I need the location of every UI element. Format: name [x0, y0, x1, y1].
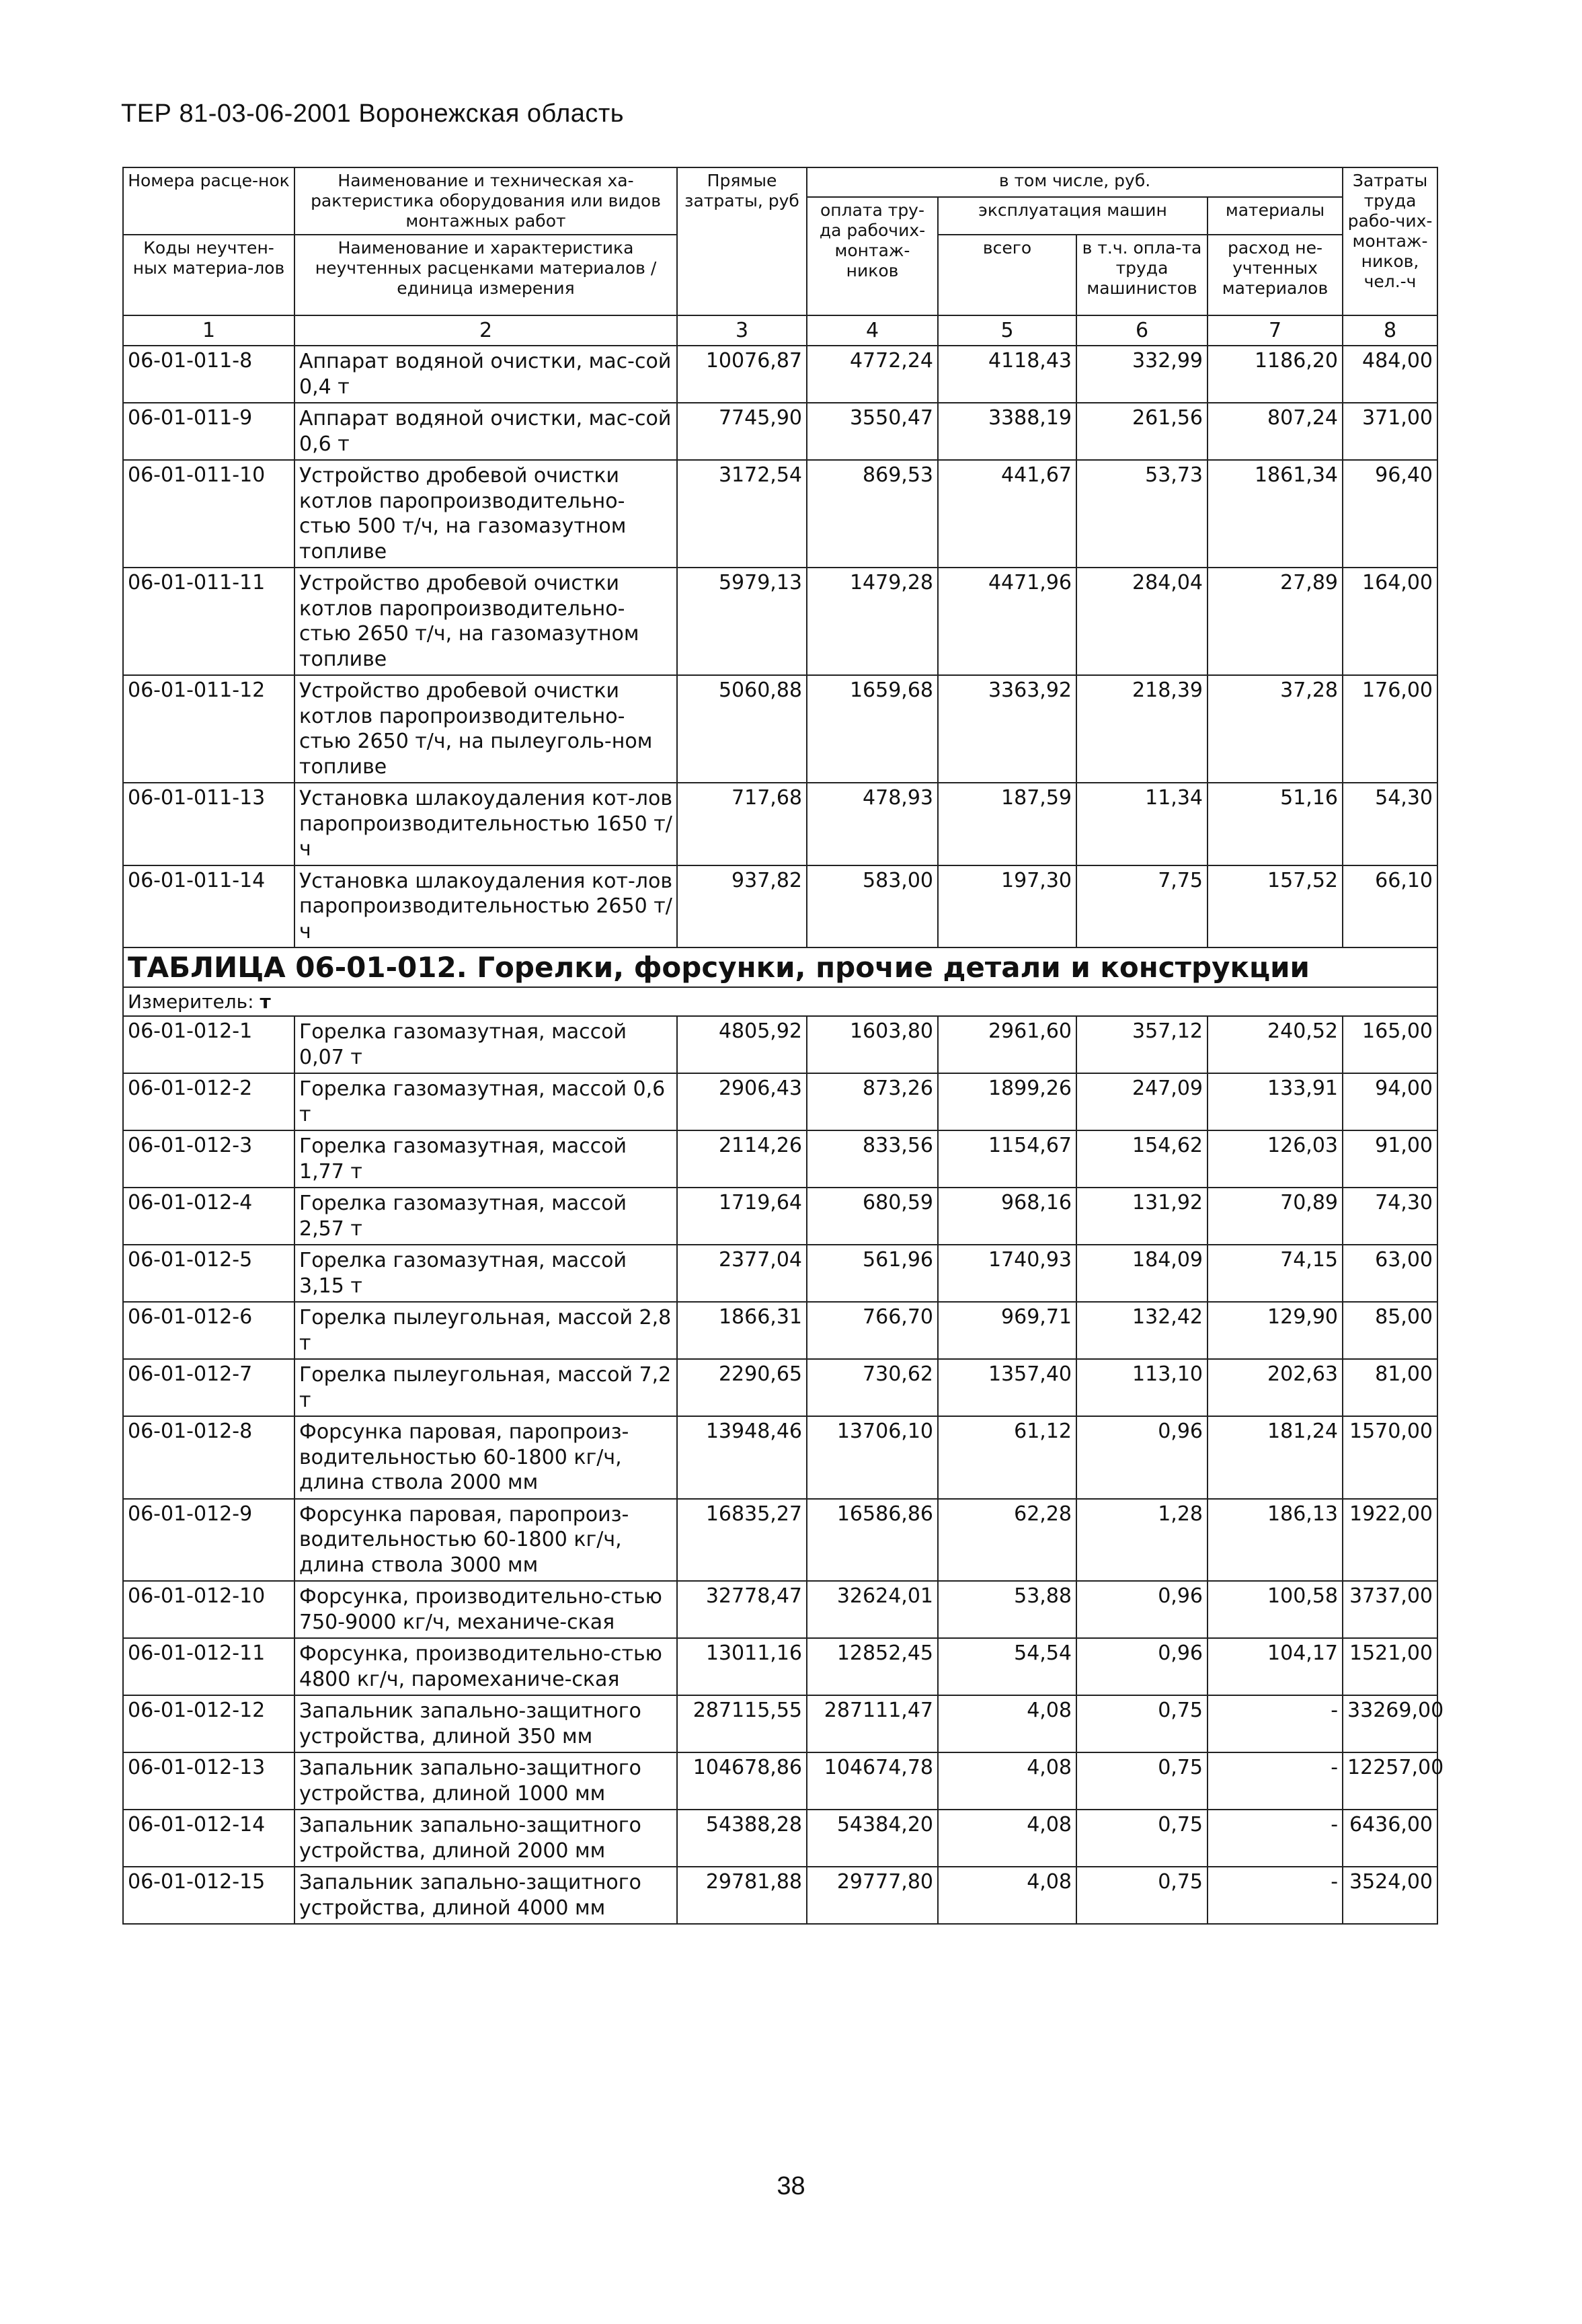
table-row — [123, 568, 1437, 675]
labor-pay-value: 583,00 — [807, 865, 938, 948]
labor-costs-value: 94,00 — [1343, 1073, 1437, 1130]
machinists-pay-value: 113,10 — [1076, 1359, 1208, 1416]
column-number: 6 — [1076, 315, 1208, 346]
direct-costs-value: 54388,28 — [677, 1810, 807, 1867]
labor-pay-value: 680,59 — [807, 1188, 938, 1245]
table-row — [123, 1073, 1437, 1130]
materials-value: - — [1208, 1752, 1343, 1810]
unit-label: Измеритель: — [128, 991, 254, 1013]
machinists-pay-value: 284,04 — [1076, 568, 1208, 675]
rate-code: 06-01-012-12 — [123, 1695, 294, 1752]
machinists-pay-value: 0,96 — [1076, 1581, 1208, 1638]
rate-name: Горелка пылеугольная, массой 7,2 т — [294, 1359, 677, 1416]
section-title: ТАБЛИЦА 06-01-012. Горелки, форсунки, прочие детали и конструкции — [123, 947, 1437, 987]
labor-pay-value: 873,26 — [807, 1073, 938, 1130]
direct-costs-value: 2906,43 — [677, 1073, 807, 1130]
header-labor-pay: оплата тру-да рабочих-монтаж-ников — [807, 197, 938, 315]
machines-total-value: 4,08 — [938, 1867, 1076, 1924]
labor-costs-value: 484,00 — [1343, 346, 1437, 403]
table-row — [123, 1810, 1437, 1867]
rate-name: Аппарат водяной очистки, мас-сой 0,4 т — [294, 346, 677, 403]
rate-code: 06-01-011-12 — [123, 675, 294, 783]
labor-costs-value: 164,00 — [1343, 568, 1437, 675]
rate-name: Аппарат водяной очистки, мас-сой 0,6 т — [294, 403, 677, 460]
machinists-pay-value: 332,99 — [1076, 346, 1208, 403]
labor-pay-value: 561,96 — [807, 1245, 938, 1302]
machinists-pay-value: 218,39 — [1076, 675, 1208, 783]
rate-name: Запальник запально-защитного устройства, длиной 2000 мм — [294, 1810, 677, 1867]
labor-costs-value: 74,30 — [1343, 1188, 1437, 1245]
rate-code: 06-01-012-2 — [123, 1073, 294, 1130]
header-materials: материалы — [1208, 197, 1343, 235]
labor-pay-value: 12852,45 — [807, 1638, 938, 1695]
labor-pay-value: 1659,68 — [807, 675, 938, 783]
rate-code: 06-01-011-13 — [123, 783, 294, 865]
rate-name: Форсунка, производительно-стью 750-9000 кг/ч, механиче-ская — [294, 1581, 677, 1638]
machinists-pay-value: 53,73 — [1076, 460, 1208, 568]
labor-pay-value: 1479,28 — [807, 568, 938, 675]
machinists-pay-value: 0,75 — [1076, 1752, 1208, 1810]
labor-pay-value: 287111,47 — [807, 1695, 938, 1752]
section-012-heading — [123, 947, 1437, 1016]
direct-costs-value: 5060,88 — [677, 675, 807, 783]
rate-code: 06-01-012-5 — [123, 1245, 294, 1302]
table-row — [123, 1638, 1437, 1695]
column-number: 7 — [1208, 315, 1343, 346]
rate-name: Горелка газомазутная, массой 1,77 т — [294, 1130, 677, 1188]
machines-total-value: 61,12 — [938, 1416, 1076, 1499]
labor-costs-value: 81,00 — [1343, 1359, 1437, 1416]
machinists-pay-value: 184,09 — [1076, 1245, 1208, 1302]
machinists-pay-value: 131,92 — [1076, 1188, 1208, 1245]
labor-costs-value: 176,00 — [1343, 675, 1437, 783]
direct-costs-value: 287115,55 — [677, 1695, 807, 1752]
direct-costs-value: 7745,90 — [677, 403, 807, 460]
labor-costs-value: 1922,00 — [1343, 1499, 1437, 1582]
labor-pay-value: 3550,47 — [807, 403, 938, 460]
table-row — [123, 346, 1437, 403]
table-row — [123, 865, 1437, 948]
table-row — [123, 1499, 1437, 1582]
labor-pay-value: 29777,80 — [807, 1867, 938, 1924]
materials-value: 807,24 — [1208, 403, 1343, 460]
rate-code: 06-01-012-7 — [123, 1359, 294, 1416]
table-row — [123, 1359, 1437, 1416]
materials-value: 181,24 — [1208, 1416, 1343, 1499]
rate-name: Запальник запально-защитного устройства, длиной 350 мм — [294, 1695, 677, 1752]
rate-code: 06-01-012-1 — [123, 1016, 294, 1073]
table-row — [123, 1302, 1437, 1359]
labor-pay-value: 478,93 — [807, 783, 938, 865]
table-row — [123, 1016, 1437, 1073]
rows-table-012 — [123, 1016, 1444, 1924]
rate-name: Устройство дробевой очистки котлов паропроизводительно-стью 500 т/ч, на газомазутном топливе — [294, 460, 677, 568]
direct-costs-value: 3172,54 — [677, 460, 807, 568]
header-materials-unaccounted: расход не-учтенных материалов — [1208, 235, 1343, 315]
labor-pay-value: 1603,80 — [807, 1016, 938, 1073]
rate-code: 06-01-011-8 — [123, 346, 294, 403]
machines-total-value: 3388,19 — [938, 403, 1076, 460]
labor-costs-value: 54,30 — [1343, 783, 1437, 865]
column-number: 5 — [938, 315, 1076, 346]
machinists-pay-value: 0,96 — [1076, 1416, 1208, 1499]
machinists-pay-value: 357,12 — [1076, 1016, 1208, 1073]
machinists-pay-value: 132,42 — [1076, 1302, 1208, 1359]
rate-code: 06-01-012-8 — [123, 1416, 294, 1499]
direct-costs-value: 13948,46 — [677, 1416, 807, 1499]
table-header — [123, 167, 1437, 315]
materials-value: 70,89 — [1208, 1188, 1343, 1245]
labor-costs-value: 371,00 — [1343, 403, 1437, 460]
rate-name: Горелка газомазутная, массой 0,07 т — [294, 1016, 677, 1073]
column-number: 8 — [1343, 315, 1437, 346]
materials-value: 129,90 — [1208, 1302, 1343, 1359]
labor-costs-value: 3524,00 — [1343, 1867, 1437, 1924]
document-title: ТЕР 81-03-06-2001 Воронежская область — [121, 100, 625, 128]
machinists-pay-value: 0,75 — [1076, 1695, 1208, 1752]
column-number: 3 — [677, 315, 807, 346]
materials-value: - — [1208, 1695, 1343, 1752]
machines-total-value: 4,08 — [938, 1810, 1076, 1867]
machines-total-value: 4118,43 — [938, 346, 1076, 403]
direct-costs-value: 1866,31 — [677, 1302, 807, 1359]
labor-pay-value: 32624,01 — [807, 1581, 938, 1638]
rate-name: Горелка газомазутная, массой 3,15 т — [294, 1245, 677, 1302]
rate-name: Установка шлакоудаления кот-лов паропроизводительностью 1650 т/ч — [294, 783, 677, 865]
labor-costs-value: 165,00 — [1343, 1016, 1437, 1073]
machines-total-value: 2961,60 — [938, 1016, 1076, 1073]
labor-costs-value: 3737,00 — [1343, 1581, 1437, 1638]
column-number: 4 — [807, 315, 938, 346]
direct-costs-value: 29781,88 — [677, 1867, 807, 1924]
direct-costs-value: 2114,26 — [677, 1130, 807, 1188]
machines-total-value: 1154,67 — [938, 1130, 1076, 1188]
header-codes: Номера расце-нок — [123, 167, 294, 235]
direct-costs-value: 937,82 — [677, 865, 807, 948]
machines-total-value: 54,54 — [938, 1638, 1076, 1695]
machinists-pay-value: 247,09 — [1076, 1073, 1208, 1130]
table-row — [123, 1188, 1437, 1245]
rate-name: Запальник запально-защитного устройства, длиной 4000 мм — [294, 1867, 677, 1924]
header-machinists-pay: в т.ч. опла-та труда машинистов — [1076, 235, 1208, 315]
materials-value: 186,13 — [1208, 1499, 1343, 1582]
rate-name: Форсунка, производительно-стью 4800 кг/ч, паромеханиче-ская — [294, 1638, 677, 1695]
labor-pay-value: 730,62 — [807, 1359, 938, 1416]
table-row — [123, 1416, 1437, 1499]
rate-code: 06-01-011-14 — [123, 865, 294, 948]
machinists-pay-value: 11,34 — [1076, 783, 1208, 865]
machinists-pay-value: 154,62 — [1076, 1130, 1208, 1188]
table-row — [123, 1867, 1437, 1924]
machines-total-value: 1740,93 — [938, 1245, 1076, 1302]
header-material-name: Наименование и характеристика неучтенных расценками материалов / единица измерения — [294, 235, 677, 315]
table-row — [123, 1581, 1437, 1638]
rate-code: 06-01-011-9 — [123, 403, 294, 460]
table-row — [123, 460, 1437, 568]
machinists-pay-value: 0,75 — [1076, 1867, 1208, 1924]
materials-value: 74,15 — [1208, 1245, 1343, 1302]
labor-costs-value: 96,40 — [1343, 460, 1437, 568]
materials-value: 240,52 — [1208, 1016, 1343, 1073]
materials-value: 157,52 — [1208, 865, 1343, 948]
labor-pay-value: 16586,86 — [807, 1499, 938, 1582]
labor-pay-value: 4772,24 — [807, 346, 938, 403]
header-material-codes: Коды неучтен-ных материа-лов — [123, 235, 294, 315]
direct-costs-value: 16835,27 — [677, 1499, 807, 1582]
materials-value: 1186,20 — [1208, 346, 1343, 403]
header-direct-costs: Прямые затраты, руб — [677, 167, 807, 315]
machines-total-value: 4471,96 — [938, 568, 1076, 675]
machines-total-value: 1899,26 — [938, 1073, 1076, 1130]
labor-costs-value: 1570,00 — [1343, 1416, 1437, 1499]
materials-value: 202,63 — [1208, 1359, 1343, 1416]
machines-total-value: 4,08 — [938, 1695, 1076, 1752]
header-machines-total: всего — [938, 235, 1076, 315]
rate-name: Устройство дробевой очистки котлов паропроизводительно-стью 2650 т/ч, на пылеуголь-ном топливе — [294, 675, 677, 783]
table-row — [123, 783, 1437, 865]
rate-code: 06-01-012-9 — [123, 1499, 294, 1582]
unit-line — [123, 987, 1437, 1016]
rate-code: 06-01-012-10 — [123, 1581, 294, 1638]
rows-table-011 — [123, 346, 1437, 947]
labor-pay-value: 869,53 — [807, 460, 938, 568]
direct-costs-value: 13011,16 — [677, 1638, 807, 1695]
direct-costs-value: 2290,65 — [677, 1359, 807, 1416]
labor-costs-value: 85,00 — [1343, 1302, 1437, 1359]
price-table — [122, 167, 1444, 1925]
machines-total-value: 62,28 — [938, 1499, 1076, 1582]
table-row — [123, 1752, 1437, 1810]
materials-value: 51,16 — [1208, 783, 1343, 865]
rate-code: 06-01-012-3 — [123, 1130, 294, 1188]
rate-code: 06-01-011-11 — [123, 568, 294, 675]
labor-costs-value: 6436,00 — [1343, 1810, 1437, 1867]
column-number: 1 — [123, 315, 294, 346]
rate-name: Горелка газомазутная, массой 0,6 т — [294, 1073, 677, 1130]
labor-pay-value: 13706,10 — [807, 1416, 938, 1499]
table-row — [123, 1695, 1437, 1752]
labor-costs-value: 1521,00 — [1343, 1638, 1437, 1695]
rate-code: 06-01-012-15 — [123, 1867, 294, 1924]
rate-name: Запальник запально-защитного устройства, длиной 1000 мм — [294, 1752, 677, 1810]
page-number: 38 — [777, 2172, 805, 2200]
materials-value: - — [1208, 1810, 1343, 1867]
materials-value: 133,91 — [1208, 1073, 1343, 1130]
materials-value: 100,58 — [1208, 1581, 1343, 1638]
machines-total-value: 441,67 — [938, 460, 1076, 568]
machines-total-value: 187,59 — [938, 783, 1076, 865]
table-row — [123, 1130, 1437, 1188]
labor-costs-value: 63,00 — [1343, 1245, 1437, 1302]
labor-pay-value: 766,70 — [807, 1302, 938, 1359]
rate-name: Устройство дробевой очистки котлов паропроизводительно-стью 2650 т/ч, на газомазутном топливе — [294, 568, 677, 675]
rate-code: 06-01-012-6 — [123, 1302, 294, 1359]
machinists-pay-value: 7,75 — [1076, 865, 1208, 948]
column-number: 2 — [294, 315, 677, 346]
table-row — [123, 1245, 1437, 1302]
direct-costs-value: 104678,86 — [677, 1752, 807, 1810]
column-numbers-row — [123, 315, 1437, 346]
direct-costs-value: 4805,92 — [677, 1016, 807, 1073]
labor-pay-value: 54384,20 — [807, 1810, 938, 1867]
machines-total-value: 3363,92 — [938, 675, 1076, 783]
rate-name: Горелка пылеугольная, массой 2,8 т — [294, 1302, 677, 1359]
direct-costs-value: 10076,87 — [677, 346, 807, 403]
materials-value: - — [1208, 1867, 1343, 1924]
direct-costs-value: 717,68 — [677, 783, 807, 865]
materials-value: 37,28 — [1208, 675, 1343, 783]
machinists-pay-value: 0,96 — [1076, 1638, 1208, 1695]
rate-code: 06-01-011-10 — [123, 460, 294, 568]
direct-costs-value: 2377,04 — [677, 1245, 807, 1302]
rate-name: Форсунка паровая, паропроиз-водительностью 60-1800 кг/ч, длина ствола 3000 мм — [294, 1499, 677, 1582]
materials-value: 1861,34 — [1208, 460, 1343, 568]
rate-code: 06-01-012-11 — [123, 1638, 294, 1695]
table-row — [123, 675, 1437, 783]
machinists-pay-value: 0,75 — [1076, 1810, 1208, 1867]
machinists-pay-value: 261,56 — [1076, 403, 1208, 460]
header-work-name: Наименование и техническая ха-рактеристика оборудования или видов монтажных работ — [294, 167, 677, 235]
machines-total-value: 4,08 — [938, 1752, 1076, 1810]
rate-code: 06-01-012-14 — [123, 1810, 294, 1867]
labor-costs-value: 91,00 — [1343, 1130, 1437, 1188]
rate-code: 06-01-012-4 — [123, 1188, 294, 1245]
header-labor-costs: Затраты труда рабо-чих-монтаж-ников, чел.-ч — [1343, 167, 1437, 315]
labor-pay-value: 833,56 — [807, 1130, 938, 1188]
labor-costs-value: 66,10 — [1343, 865, 1437, 948]
rate-name: Форсунка паровая, паропроиз-водительностью 60-1800 кг/ч, длина ствола 2000 мм — [294, 1416, 677, 1499]
direct-costs-value: 1719,64 — [677, 1188, 807, 1245]
unit-value: т — [260, 991, 271, 1013]
rate-name: Установка шлакоудаления кот-лов паропроизводительностью 2650 т/ч — [294, 865, 677, 948]
machines-total-value: 1357,40 — [938, 1359, 1076, 1416]
rate-code: 06-01-012-13 — [123, 1752, 294, 1810]
machines-total-value: 969,71 — [938, 1302, 1076, 1359]
labor-costs-value: 12257,00 — [1343, 1752, 1437, 1810]
header-machines: эксплуатация машин — [938, 197, 1208, 235]
materials-value: 104,17 — [1208, 1638, 1343, 1695]
direct-costs-value: 5979,13 — [677, 568, 807, 675]
machines-total-value: 968,16 — [938, 1188, 1076, 1245]
materials-value: 126,03 — [1208, 1130, 1343, 1188]
machines-total-value: 53,88 — [938, 1581, 1076, 1638]
labor-costs-value: 33269,00 — [1343, 1695, 1437, 1752]
labor-pay-value: 104674,78 — [807, 1752, 938, 1810]
table-row — [123, 403, 1437, 460]
rate-name: Горелка газомазутная, массой 2,57 т — [294, 1188, 677, 1245]
direct-costs-value: 32778,47 — [677, 1581, 807, 1638]
machinists-pay-value: 1,28 — [1076, 1499, 1208, 1582]
machines-total-value: 197,30 — [938, 865, 1076, 948]
materials-value: 27,89 — [1208, 568, 1343, 675]
header-including: в том числе, руб. — [807, 167, 1343, 197]
